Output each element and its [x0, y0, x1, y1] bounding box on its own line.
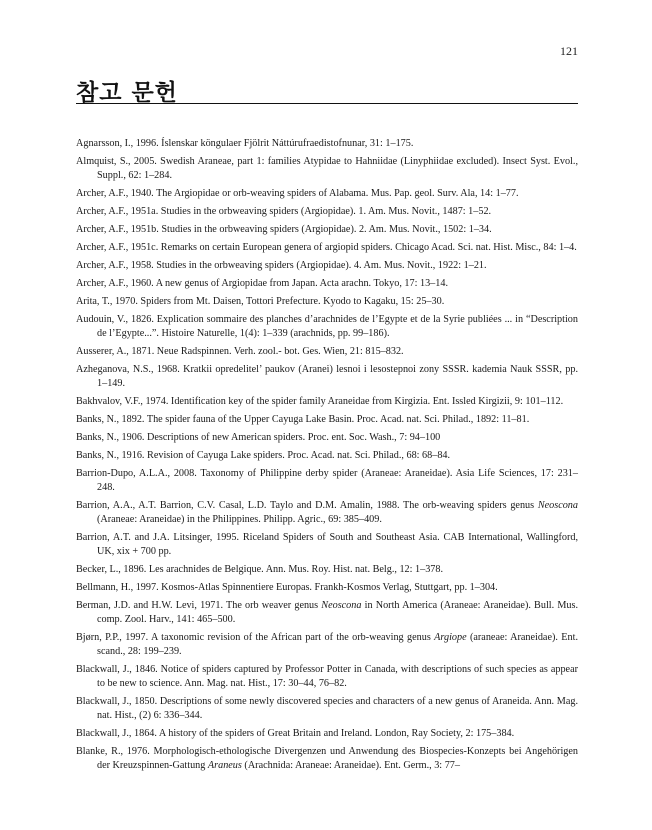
- reference-text: Bakhvalov, V.F., 1974. Identification key of the spider family Araneidae from Kirgizia. Ent. Issled Kirgizii, 9: 101–112.: [76, 396, 564, 407]
- page-title: 참고 문헌: [76, 80, 178, 106]
- reference-text-continued: in North America (Araneae: Araneidae). Bull. Mus. comp. Zool. Harv., 141: 465–500.: [97, 600, 578, 625]
- reference-text: Blanke, R., 1976. Morphologisch-ethologische Divergenzen und Anwendung des Biospecies-Konzepts bei Angehörigen der Kreuzspinnen-Gattung: [76, 746, 578, 771]
- page-number: 121: [560, 44, 578, 58]
- reference-entry: [76, 205, 578, 219]
- reference-text: Blackwall, J., 1850. Descriptions of some newly discovered species and characters of a new genus of Araneida. Ann. Mag. nat. Hist., (2) 6: 336–344.: [76, 696, 578, 721]
- reference-text: Blackwall, J., 1864. A history of the spiders of Great Britain and Ireland. London, Ray Society, 2: 175–384.: [76, 728, 515, 739]
- reference-entry: [76, 223, 578, 237]
- reference-text-continued: (Araneae: Araneidae) in the Philippines. Philipp. Agric., 69: 385–409.: [97, 514, 382, 525]
- reference-text: Banks, N., 1916. Revision of Cayuga Lake spiders. Proc. Acad. nat. Sci. Philad., 68: 68–84.: [76, 450, 451, 461]
- reference-entry: [76, 137, 578, 151]
- reference-text: Azheganova, N.S., 1968. Kratkii opredelitel’ paukov (Aranei) lesnoi i lesostepnoi zony SSSR. kademia Nauk SSSR, pp. 1–149.: [76, 364, 578, 389]
- reference-entry: [76, 187, 578, 201]
- reference-entry: [76, 345, 578, 359]
- title-rule: [76, 103, 578, 104]
- reference-entry: [76, 313, 578, 341]
- reference-text: Barrion-Dupo, A.L.A., 2008. Taxonomy of Philippine derby spider (Araneae: Araneidae). Asia Life Sciences, 17: 231–248.: [76, 468, 578, 493]
- reference-text-continued: (araneae: Araneidae). Ent. scand., 28: 199–239.: [97, 632, 578, 657]
- reference-entry: [76, 395, 578, 409]
- reference-taxon-italic: Neoscona: [537, 500, 578, 511]
- reference-text: Audouin, V., 1826. Explication sommaire des planches d’arachnides de l’Egypte et de la Syrie publiées ... in “Description de l’Egypte...”. Histoire Naturelle, 1(4): 1–339 (arachnids, pp. 99–186).: [76, 314, 578, 339]
- reference-text: Bjørn, P.P., 1997. A taxonomic revision of the African part of the orb-weaving genus: [76, 632, 435, 643]
- reference-entry: [76, 431, 578, 445]
- reference-text: Banks, N., 1892. The spider fauna of the Upper Cayuga Lake Basin. Proc. Acad. nat. Sci. Philad., 1892: 11–81.: [76, 414, 530, 425]
- reference-entry: [76, 581, 578, 595]
- reference-entry: [76, 745, 578, 773]
- reference-entry: [76, 259, 578, 273]
- reference-text: Banks, N., 1906. Descriptions of new American spiders. Proc. ent. Soc. Wash., 7: 94–100: [76, 432, 441, 443]
- reference-entry: [76, 727, 578, 741]
- reference-taxon-italic: Argiope: [434, 632, 467, 643]
- reference-entry: [76, 449, 578, 463]
- reference-text: Archer, A.F., 1951c. Remarks on certain European genera of argiopid spiders. Chicago Acad. Sci. nat. Hist. Misc., 84: 1–4.: [76, 242, 577, 253]
- reference-text: Archer, A.F., 1951b. Studies in the orbweaving spiders (Argiopidae). 2. Am. Mus. Novit., 1502: 1–34.: [76, 224, 492, 235]
- reference-text: Bellmann, H., 1997. Kosmos-Atlas Spinnentiere Europas. Frankh-Kosmos Verlag, Stuttgart, pp. 1–304.: [76, 582, 498, 593]
- reference-text: Archer, A.F., 1960. A new genus of Argiopidae from Japan. Acta arachn. Tokyo, 17: 13–14.: [76, 278, 449, 289]
- reference-text: Barrion, A.A., A.T. Barrion, C.V. Casal, L.D. Taylo and D.M. Amalin, 1988. The orb-weaving spiders genus: [76, 500, 538, 511]
- reference-list: [76, 137, 578, 777]
- reference-entry: [76, 467, 578, 495]
- reference-entry: [76, 695, 578, 723]
- reference-text: Berman, J.D. and H.W. Levi, 1971. The orb weaver genus: [76, 600, 322, 611]
- reference-entry: [76, 631, 578, 659]
- reference-text: Almquist, S., 2005. Swedish Araneae, part 1: families Atypidae to Hahniidae (Linyphiidae excluded). Insect Syst. Evol., Suppl., 62: 1–284.: [76, 156, 578, 181]
- reference-text: Archer, A.F., 1951a. Studies in the orbweaving spiders (Argiopidae). 1. Am. Mus. Novit., 1487: 1–52.: [76, 206, 492, 217]
- reference-entry: [76, 363, 578, 391]
- reference-taxon-italic: Araneus: [207, 760, 242, 771]
- reference-entry: [76, 599, 578, 627]
- reference-text: Ausserer, A., 1871. Neue Radspinnen. Verh. zool.- bot. Ges. Wien, 21: 815–832.: [76, 346, 404, 357]
- reference-text: Arita, T., 1970. Spiders from Mt. Daisen, Tottori Prefecture. Kyodo to Kagaku, 15: 25–30.: [76, 296, 445, 307]
- reference-taxon-italic: Neoscona: [321, 600, 362, 611]
- reference-text: Blackwall, J., 1846. Notice of spiders captured by Professor Potter in Canada, with descriptions of such species as appear to be new to science. Ann. Mag. nat. Hist., 17: 30–44, 76–82.: [76, 664, 578, 689]
- reference-entry: [76, 241, 578, 255]
- reference-entry: [76, 155, 578, 183]
- reference-text: Barrion, A.T. and J.A. Litsinger, 1995. Riceland Spiders of South and Southeast Asia. CAB International, Wallingford, UK, xix + 700 pp.: [76, 532, 578, 557]
- reference-entry: [76, 663, 578, 691]
- reference-text: Agnarsson, I., 1996. Íslenskar köngulaer Fjölrit Náttúrufraedistofnunar, 31: 1–175.: [76, 138, 414, 149]
- reference-entry: [76, 295, 578, 309]
- reference-entry: [76, 413, 578, 427]
- reference-entry: [76, 531, 578, 559]
- reference-text: Becker, L., 1896. Les arachnides de Belgique. Ann. Mus. Roy. Hist. nat. Belg., 12: 1–378.: [76, 564, 444, 575]
- reference-text: Archer, A.F., 1940. The Argiopidae or orb-weaving spiders of Alabama. Mus. Pap. geol. Surv. Ala, 14: 1–77.: [76, 188, 519, 199]
- reference-entry: [76, 563, 578, 577]
- reference-text: Archer, A.F., 1958. Studies in the orbweaving spiders (Argiopidae). 4. Am. Mus. Novit., 1922: 1–21.: [76, 260, 487, 271]
- reference-text-continued: (Arachnida: Araneae: Araneidae). Ent. Germ., 3: 77–: [241, 760, 460, 771]
- reference-entry: [76, 277, 578, 291]
- reference-entry: [76, 499, 578, 527]
